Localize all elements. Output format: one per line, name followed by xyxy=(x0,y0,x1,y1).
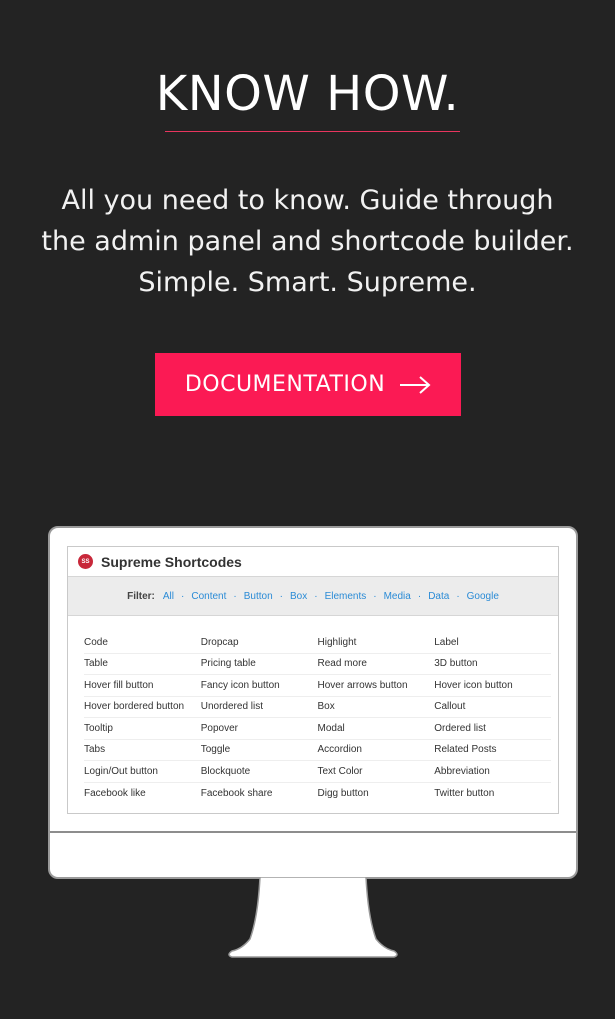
shortcode-item[interactable]: Abbreviation xyxy=(434,765,490,777)
shortcode-item[interactable]: Hover icon button xyxy=(434,679,513,691)
shortcode-item[interactable]: Accordion xyxy=(317,744,362,756)
shortcode-item[interactable]: Modal xyxy=(317,722,345,734)
table-row xyxy=(84,654,551,676)
shortcode-item[interactable]: Text Color xyxy=(317,765,363,777)
shortcode-item[interactable]: Blockquote xyxy=(200,765,251,777)
supreme-logo-icon: SS xyxy=(78,554,93,569)
table-row xyxy=(84,740,551,762)
shortcode-item[interactable]: Pricing table xyxy=(200,658,256,670)
panel-title: Supreme Shortcodes xyxy=(101,553,242,570)
shortcode-item[interactable]: Tabs xyxy=(84,744,106,756)
shortcode-item[interactable]: Hover fill button xyxy=(84,679,154,691)
hero-description-line: Simple. Smart. Supreme. xyxy=(138,267,477,298)
shortcode-item[interactable]: Toggle xyxy=(200,744,231,756)
shortcode-item[interactable]: Facebook like xyxy=(84,787,146,799)
shortcode-item[interactable]: 3D button xyxy=(434,658,478,670)
arrow-right-icon xyxy=(399,375,431,395)
filter-separator: · xyxy=(417,590,422,602)
monitor-illustration xyxy=(48,526,578,879)
shortcode-item[interactable]: Unordered list xyxy=(200,701,264,713)
filter-separator: · xyxy=(456,590,460,602)
filter-content[interactable]: Content xyxy=(191,590,227,602)
hero-description-line: All you need to know. Guide through xyxy=(61,185,554,216)
shortcode-item[interactable]: Hover arrows button xyxy=(317,679,408,691)
filter-separator: · xyxy=(181,590,185,602)
title-underline xyxy=(165,131,460,132)
filter-separator: · xyxy=(233,590,237,602)
shortcode-item[interactable]: Label xyxy=(434,636,459,648)
table-row xyxy=(84,761,551,783)
table-row xyxy=(84,783,551,805)
shortcode-item[interactable]: Highlight xyxy=(317,636,357,648)
shortcode-item[interactable]: Digg button xyxy=(317,787,369,799)
table-row xyxy=(84,697,551,719)
filter-separator: · xyxy=(373,590,377,602)
shortcode-item[interactable]: Box xyxy=(317,701,335,713)
monitor-stand xyxy=(226,877,400,959)
filter-bar xyxy=(68,577,558,616)
shortcode-item[interactable]: Table xyxy=(84,658,108,670)
shortcode-item[interactable]: Ordered list xyxy=(434,722,486,734)
table-row xyxy=(84,718,551,740)
filter-separator: · xyxy=(279,590,283,602)
table-row xyxy=(84,675,551,697)
filter-all[interactable]: All xyxy=(162,590,174,602)
shortcode-item[interactable]: Related Posts xyxy=(434,744,497,756)
table-row xyxy=(84,632,551,654)
shortcode-item[interactable]: Code xyxy=(84,636,108,648)
panel-header xyxy=(68,547,558,577)
filter-label: Filter: xyxy=(127,590,155,602)
filter-separator: · xyxy=(314,590,318,602)
shortcode-item[interactable]: Tooltip xyxy=(84,722,113,734)
shortcode-item[interactable]: Read more xyxy=(317,658,367,670)
shortcode-item[interactable]: Fancy icon button xyxy=(200,679,280,691)
shortcode-item[interactable]: Facebook share xyxy=(200,787,273,799)
shortcode-item[interactable]: Dropcap xyxy=(200,636,239,648)
documentation-button-label: DOCUMENTATION xyxy=(184,372,386,397)
filter-google[interactable]: Google xyxy=(466,590,499,602)
page-title: KNOW HOW. xyxy=(155,66,460,122)
shortcode-item[interactable]: Twitter button xyxy=(434,787,495,799)
filter-elements[interactable]: Elements xyxy=(324,590,367,602)
shortcode-item[interactable]: Popover xyxy=(200,722,238,734)
shortcode-item[interactable]: Callout xyxy=(434,701,466,713)
filter-button[interactable]: Button xyxy=(243,590,273,602)
filter-box[interactable]: Box xyxy=(289,590,308,602)
shortcode-grid xyxy=(68,616,558,804)
hero-description xyxy=(40,180,575,303)
monitor-bezel-divider xyxy=(50,831,576,833)
shortcodes-panel xyxy=(67,546,559,814)
filter-media[interactable]: Media xyxy=(383,590,411,602)
documentation-button[interactable] xyxy=(155,353,461,416)
hero-description-line: the admin panel and shortcode builder. xyxy=(41,226,574,257)
shortcode-item[interactable]: Hover bordered button xyxy=(84,701,185,713)
shortcode-item[interactable]: Login/Out button xyxy=(84,765,158,777)
filter-data[interactable]: Data xyxy=(428,590,450,602)
